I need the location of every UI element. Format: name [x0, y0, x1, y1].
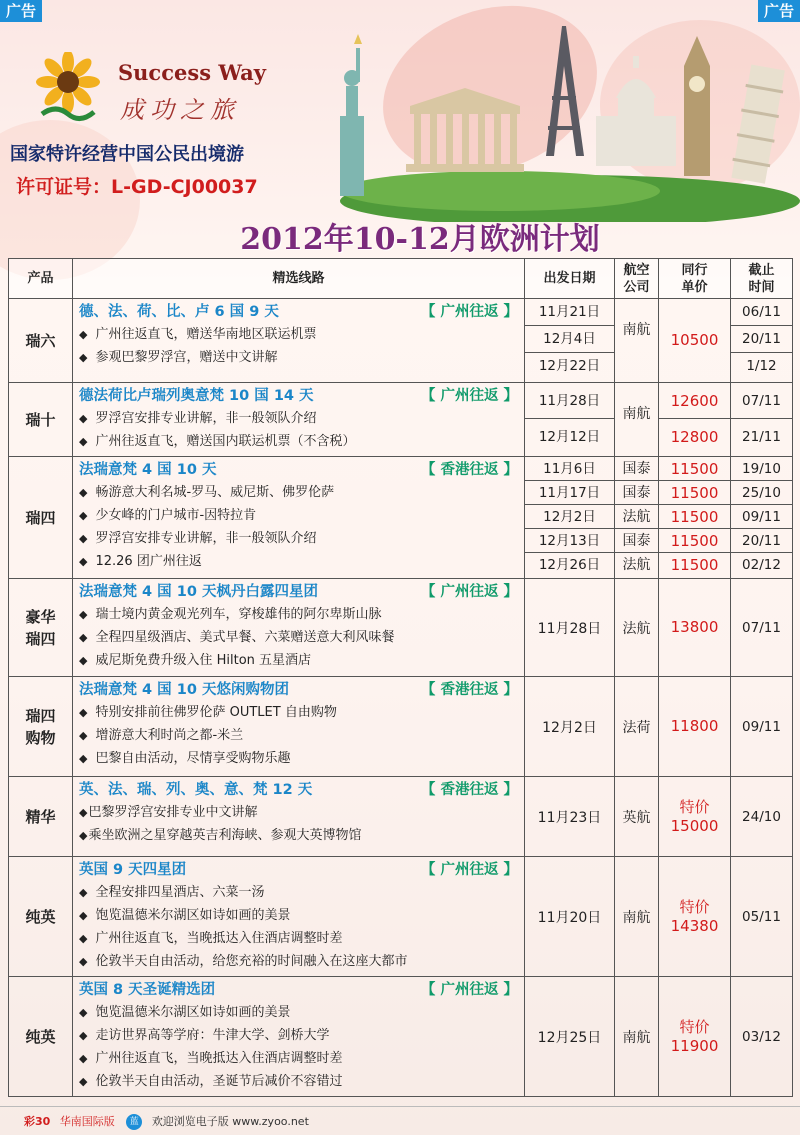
deadline-cell [731, 299, 793, 383]
route-feature: ◆ 参观巴黎罗浮宫，赠送中文讲解 [79, 346, 518, 369]
depart-city: 【 广州往返 】 [420, 584, 518, 600]
price-cell [659, 777, 731, 857]
departure-date: 11月17日 [525, 481, 614, 505]
product-cell: 纯英 [9, 977, 73, 1097]
table-row [9, 857, 793, 977]
header-product: 产品 [9, 259, 73, 299]
header-deadline: 截止 时间 [731, 259, 793, 299]
capitol-building-icon [596, 56, 676, 166]
route-feature: ◆ 走访世界高等学府：牛津大学、剑桥大学 [79, 1024, 518, 1047]
route-cell [73, 579, 525, 677]
route-feature: ◆ 特别安排前往佛罗伦萨 OUTLET 自由购物 [79, 701, 518, 724]
product-cell: 瑞四 [9, 457, 73, 579]
header-date: 出发日期 [525, 259, 615, 299]
route-cell [73, 777, 525, 857]
route-cell [73, 977, 525, 1097]
airline: 法航 [622, 557, 651, 573]
deadline: 1/12 [746, 358, 777, 374]
table-row [9, 457, 793, 579]
airline: 法航 [615, 505, 658, 529]
ad-label-right: 广告 [758, 0, 800, 22]
date-cell: 11月23日 [525, 777, 615, 857]
price-cell [659, 383, 731, 457]
route-feature: ◆ 广州往返直飞，当晚抵达入住酒店调整时差 [79, 1047, 518, 1070]
departure-date: 11月21日 [525, 299, 614, 326]
airline-cell: 南航 [615, 857, 659, 977]
route-feature: ◆ 增游意大利时尚之都-米兰 [79, 724, 518, 747]
route-title: 法瑞意梵 4 国 10 天 [79, 462, 217, 478]
airline-cell: 法航 [615, 579, 659, 677]
depart-city: 【 香港往返 】 [420, 682, 518, 698]
route-title: 法瑞意梵 4 国 10 天悠闲购物团 [79, 682, 289, 698]
deadline: 09/11 [731, 505, 792, 529]
table-header-row [9, 259, 793, 299]
price: 12600 [659, 383, 730, 419]
route-feature: ◆ 巴黎罗浮宫安排专业中文讲解 [79, 801, 518, 824]
departure-date: 12月2日 [525, 505, 614, 529]
price: 11500 [659, 529, 730, 553]
price-cell [659, 457, 731, 579]
route-feature: ◆ 伦敦半天自由活动，圣诞节后减价不容错过 [79, 1070, 518, 1093]
depart-city: 【 广州往返 】 [420, 862, 518, 878]
route-feature: ◆ 广州往返直飞，赠送华南地区联运机票 [79, 323, 518, 346]
route-feature: ◆ 广州往返直飞，赠送国内联运机票（不含税） [79, 430, 518, 453]
departure-date: 12月13日 [525, 529, 614, 553]
price-cell [659, 977, 731, 1097]
deadline: 06/11 [731, 299, 792, 326]
price-cell [659, 857, 731, 977]
airline-cell: 南航 [615, 383, 659, 457]
airline: 国泰 [615, 481, 658, 505]
route-feature: ◆ 罗浮宫安排专业讲解，非一般领队介绍 [79, 407, 518, 430]
product-cell: 瑞四 购物 [9, 677, 73, 777]
table-row [9, 383, 793, 457]
airline-cell: 南航 [615, 299, 659, 383]
deadline-cell: 24/10 [731, 777, 793, 857]
route-title: 英、法、瑞、列、奥、意、梵 12 天 [79, 782, 313, 798]
special-price-label: 特价 [679, 897, 710, 916]
header-route: 精选线路 [73, 259, 525, 299]
header-price: 同行 单价 [659, 259, 731, 299]
route-title: 法瑞意梵 4 国 10 天枫丹白露四星团 [79, 584, 318, 600]
price: 15000 [670, 816, 719, 835]
airline-cell: 法荷 [615, 677, 659, 777]
deadline-cell: 09/11 [731, 677, 793, 777]
deadline: 21/11 [742, 429, 781, 445]
brand-name-en: Success Way [118, 60, 266, 85]
product-cell: 瑞十 [9, 383, 73, 457]
statue-of-liberty-icon [340, 34, 364, 196]
deadline: 20/11 [731, 529, 792, 553]
price: 11500 [670, 556, 719, 574]
route-feature: ◆ 罗浮宫安排专业讲解，非一般领队介绍 [79, 527, 518, 550]
page-footer [0, 1106, 800, 1135]
product-cell: 纯英 [9, 857, 73, 977]
date-cell: 12月25日 [525, 977, 615, 1097]
route-feature: ◆ 畅游意大利名城-罗马、威尼斯、佛罗伦萨 [79, 481, 518, 504]
price: 14380 [670, 916, 719, 935]
airline-cell: 南航 [615, 977, 659, 1097]
special-price-label: 特价 [679, 1017, 710, 1036]
deadline: 07/11 [731, 383, 792, 419]
date-cell: 11月28日 [525, 579, 615, 677]
tagline: 国家特许经营中国公民出境游 [10, 144, 244, 165]
tour-plan-table [8, 258, 792, 1097]
departure-date: 12月4日 [525, 326, 614, 353]
depart-city: 【 广州往返 】 [420, 982, 518, 998]
route-cell [73, 457, 525, 579]
publisher-logo-icon: 蓝 [126, 1114, 142, 1130]
date-cell [525, 299, 615, 383]
route-feature: ◆ 少女峰的门户城市-因特拉肯 [79, 504, 518, 527]
special-price-label: 特价 [679, 797, 710, 816]
deadline-cell [731, 383, 793, 457]
deadline: 20/11 [731, 326, 792, 353]
departure-date: 12月26日 [538, 557, 601, 573]
product-cell: 瑞六 [9, 299, 73, 383]
leaning-tower-of-pisa-icon [729, 64, 786, 184]
route-title: 德、法、荷、比、卢 6 国 9 天 [79, 304, 279, 320]
page-number: 彩30 [24, 1115, 51, 1128]
page-title: 2012年10-12月欧洲计划 [240, 222, 600, 257]
table-row [9, 977, 793, 1097]
airline-cell: 英航 [615, 777, 659, 857]
brand-logo [20, 52, 290, 132]
deadline-cell [731, 457, 793, 579]
depart-city: 【 香港往返 】 [420, 462, 518, 478]
product-cell: 豪华 瑞四 [9, 579, 73, 677]
route-cell [73, 677, 525, 777]
route-title: 英国 8 天圣诞精选团 [79, 982, 216, 998]
europe-landmarks-illustration [300, 26, 800, 222]
big-ben-icon [684, 36, 710, 176]
price: 11500 [659, 505, 730, 529]
route-feature: ◆ 乘坐欧洲之星穿越英吉利海峡、参观大英博物馆 [79, 824, 518, 847]
route-title: 德法荷比卢瑞列奥意梵 10 国 14 天 [79, 388, 314, 404]
departure-date: 12月22日 [538, 358, 601, 374]
airline: 国泰 [615, 457, 658, 481]
date-cell: 12月2日 [525, 677, 615, 777]
website-link[interactable]: 欢迎浏览电子版 www.zyoo.net [151, 1115, 309, 1128]
ad-label-left: 广告 [0, 0, 42, 22]
date-cell [525, 383, 615, 457]
route-cell [73, 299, 525, 383]
price: 11500 [659, 457, 730, 481]
table-row [9, 579, 793, 677]
departure-date: 12月12日 [538, 429, 601, 445]
departure-date: 11月28日 [525, 383, 614, 419]
deadline: 25/10 [731, 481, 792, 505]
route-feature: ◆ 12.26 团广州往返 [79, 550, 518, 573]
table-row [9, 299, 793, 383]
header-airline: 航空 公司 [615, 259, 659, 299]
table-row [9, 777, 793, 857]
airline-cell [615, 457, 659, 579]
route-feature: ◆ 巴黎自由活动，尽情享受购物乐趣 [79, 747, 518, 770]
route-feature: ◆ 全程四星级酒店、美式早餐、六菜赠送意大利风味餐 [79, 626, 518, 649]
departure-date: 11月6日 [525, 457, 614, 481]
date-cell: 11月20日 [525, 857, 615, 977]
price: 11500 [659, 481, 730, 505]
price-cell: 10500 [659, 299, 731, 383]
parthenon-icon [406, 88, 524, 172]
route-title: 英国 9 天四星团 [79, 862, 187, 878]
eiffel-tower-icon [546, 26, 584, 156]
deadline: 02/12 [742, 557, 781, 573]
deadline-cell: 03/12 [731, 977, 793, 1097]
brand-name-cn: 成功之旅 [120, 96, 240, 124]
sunflower-icon [28, 52, 108, 124]
route-feature: ◆ 全程安排四星酒店、六菜一汤 [79, 881, 518, 904]
route-feature: ◆ 威尼斯免费升级入住 Hilton 五星酒店 [79, 649, 518, 672]
depart-city: 【 广州往返 】 [420, 388, 518, 404]
route-feature: ◆ 饱览温德米尔湖区如诗如画的美景 [79, 1001, 518, 1024]
deadline: 19/10 [731, 457, 792, 481]
route-feature: ◆ 伦敦半天自由活动，给您充裕的时间融入在这座大都市 [79, 950, 518, 973]
depart-city: 【 广州往返 】 [420, 304, 518, 320]
route-feature: ◆ 瑞士境内黄金观光列车，穿梭雄伟的阿尔卑斯山脉 [79, 603, 518, 626]
price-cell: 13800 [659, 579, 731, 677]
price: 11900 [670, 1036, 719, 1055]
route-feature: ◆ 广州往返直飞，当晚抵达入住酒店调整时差 [79, 927, 518, 950]
airline: 国泰 [615, 529, 658, 553]
deadline-cell: 05/11 [731, 857, 793, 977]
deadline-cell: 07/11 [731, 579, 793, 677]
product-cell: 精华 [9, 777, 73, 857]
route-feature: ◆ 饱览温德米尔湖区如诗如画的美景 [79, 904, 518, 927]
table-row [9, 677, 793, 777]
route-cell [73, 857, 525, 977]
license-number: 许可证号：L-GD-CJ00037 [16, 176, 258, 198]
price: 12800 [670, 428, 719, 446]
edition-name: 华南国际版 [59, 1115, 115, 1128]
depart-city: 【 香港往返 】 [420, 782, 518, 798]
route-cell [73, 383, 525, 457]
date-cell [525, 457, 615, 579]
price-cell: 11800 [659, 677, 731, 777]
